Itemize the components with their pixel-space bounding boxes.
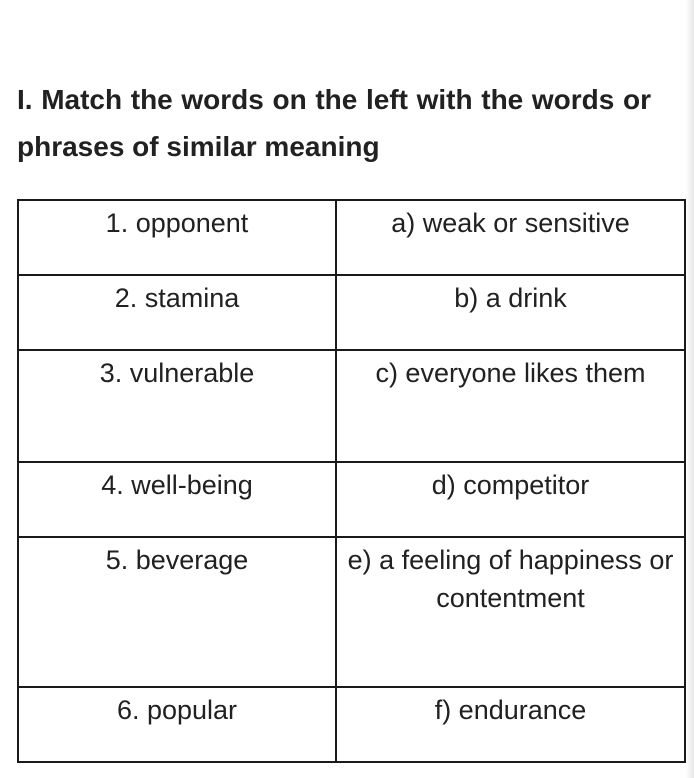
meaning-cell: a) weak or sensitive [336, 200, 685, 275]
meaning-cell: c) everyone likes them [336, 350, 685, 462]
page-right-edge [686, 0, 694, 778]
table-row [18, 462, 685, 537]
table-row [18, 275, 685, 350]
table-row [18, 687, 685, 762]
word-cell: 6. popular [18, 687, 336, 762]
exercise-heading: I. Match the words on the left with the words or phrases of similar meaning [17, 84, 651, 162]
matching-table [17, 199, 686, 763]
meaning-cell: e) a feeling of happiness or contentment [336, 537, 685, 687]
word-cell: 2. stamina [18, 275, 336, 350]
word-cell: 3. vulnerable [18, 350, 336, 462]
word-cell: 4. well-being [18, 462, 336, 537]
table-row [18, 200, 685, 275]
meaning-cell: f) endurance [336, 687, 685, 762]
meaning-cell: b) a drink [336, 275, 685, 350]
table-row [18, 350, 685, 462]
table-row [18, 537, 685, 687]
meaning-cell: d) competitor [336, 462, 685, 537]
word-cell: 5. beverage [18, 537, 336, 687]
word-cell: 1. opponent [18, 200, 336, 275]
